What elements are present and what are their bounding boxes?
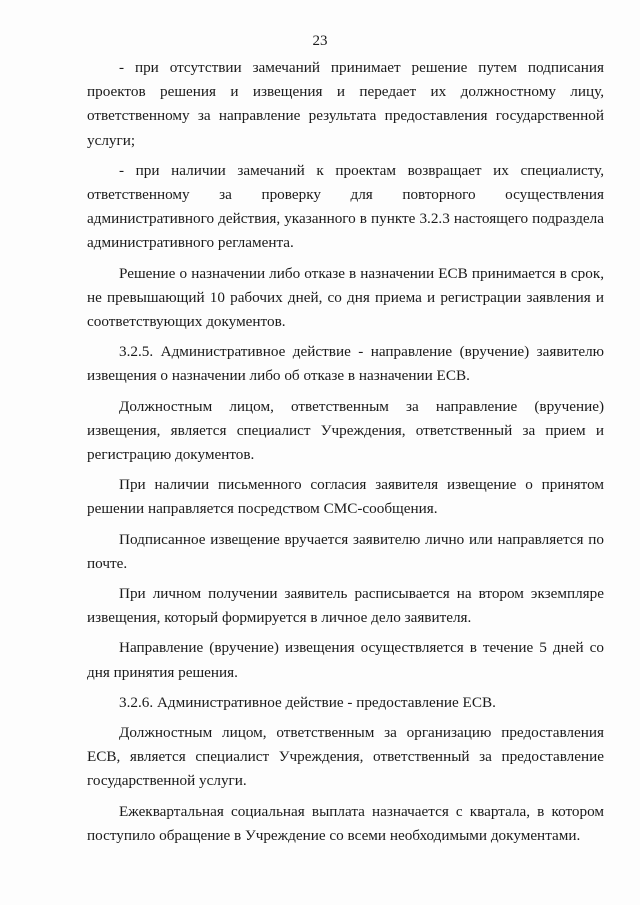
paragraph-return-with-remarks: - при наличии замечаний к проектам возвращает их специалисту, ответственному за проверку для повторного осуществления административного действия, указанного в пункте 3.2.3 настоящего подраздела административного регламента. xyxy=(87,161,604,252)
page-number: 23 xyxy=(312,33,328,49)
paragraph-decision-deadline: Решение о назначении либо отказе в назначении ЕСВ принимается в срок, не превышающий 10 рабочих дней, со дня приема и регистрации заявления и соответствующих документов. xyxy=(87,264,604,331)
paragraph-personal-receipt: При личном получении заявитель расписывается на втором экземпляре извещения, который формируется в личное дело заявителя. xyxy=(87,585,604,627)
document-body xyxy=(87,56,604,848)
paragraph-quarterly-payment: Ежеквартальная социальная выплата назначается с квартала, в котором поступило обращение в Учреждение со всеми необходимыми документами. xyxy=(87,802,604,844)
paragraph-section-3-2-6: 3.2.6. Административное действие - предоставление ЕСВ. xyxy=(119,693,496,711)
paragraph-approval-no-remarks: - при отсутствии замечаний принимает решение путем подписания проектов решения и извещения и передает их должностному лицу, ответственному за направление результата предоставления государственной услуги; xyxy=(87,59,604,149)
paragraph-delivery-method: Подписанное извещение вручается заявителю лично или направляется по почте. xyxy=(87,530,604,572)
paragraph-delivery-deadline: Направление (вручение) извещения осуществляется в течение 5 дней со дня принятия решения. xyxy=(87,639,604,681)
paragraph-responsible-official-notice: Должностным лицом, ответственным за направление (вручение) извещения, является специалист Учреждения, ответственный за прием и регистрацию документов. xyxy=(87,397,604,464)
paragraph-responsible-official-provision: Должностным лицом, ответственным за организацию предоставления ЕСВ, является специалист Учреждения, ответственный за предоставление государственной услуги. xyxy=(87,724,604,790)
paragraph-section-3-2-5: 3.2.5. Административное действие - направление (вручение) заявителю извещения о назначении либо об отказе в назначении ЕСВ. xyxy=(87,343,604,385)
paragraph-sms-notice: При наличии письменного согласия заявителя извещение о принятом решении направляется посредством СМС-сообщения. xyxy=(87,476,604,518)
